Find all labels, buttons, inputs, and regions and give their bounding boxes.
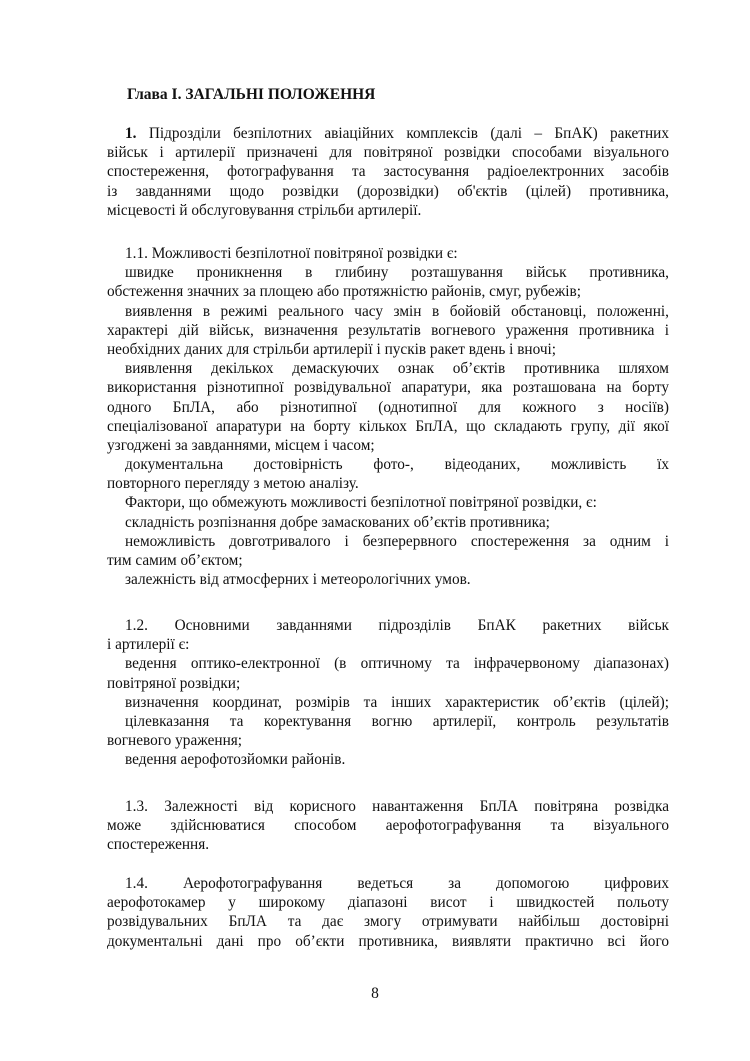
chapter-heading: Глава І. ЗАГАЛЬНІ ПОЛОЖЕННЯ <box>127 86 376 103</box>
text-line: визначення координат, розмірів та інших характеристик об’єктів (цілей); <box>125 693 669 711</box>
text-line: документальна достовірність фото-, відеоданих, можливість їх <box>125 456 669 474</box>
text-line: Фактори, що обмежують можливості безпілотної повітряної розвідки, є: <box>125 494 597 512</box>
text-line: характері дій військ, визначення результатів вогневого ураження противника і <box>107 321 669 339</box>
text-line: вогневого ураження; <box>107 732 243 750</box>
text-line: тим самим об’єктом; <box>107 552 243 569</box>
text-line: і артилерії є: <box>107 636 190 654</box>
text-line: повітряної розвідки; <box>107 674 241 692</box>
paragraph-1-2 <box>107 616 669 770</box>
text-line: військ і артилерії призначені для повітряної розвідки способами візуального <box>107 144 669 162</box>
text-line: необхідних даних для стрільби артилерії і пусків ракет вдень і вночі; <box>107 340 557 358</box>
paragraph-1 <box>107 124 669 220</box>
text-line: ведення аерофотозйомки районів. <box>125 751 346 769</box>
text-line: обстеження значних за площею або протяжністю районів, смуг, рубежів; <box>107 283 582 301</box>
page-number: 8 <box>371 985 379 1002</box>
text-line: виявлення в режимі реального часу змін в бойовій обстановці, положенні, <box>125 302 669 320</box>
text-line: повторного перегляду з метою аналізу. <box>107 475 359 493</box>
text-line: спостереження, фотографування та застосування радіоелектронних засобів <box>107 163 669 181</box>
text-line: спеціалізованої апаратури на борту кількох БпЛА, що складають групу, дії якої <box>107 417 669 435</box>
text-line: ведення оптико-електронної (в оптичному та інфрачервоному діапазонах) <box>125 655 669 673</box>
text-line: 1. Підрозділи безпілотних авіаційних комплексів (далі – БпАК) ракетних <box>125 125 669 142</box>
text-line: розвідувальних БпЛА та дає змогу отримувати найбільш достовірні <box>107 913 669 931</box>
paragraph-1-4 <box>107 874 669 951</box>
text-line: із завданнями щодо розвідки (дорозвідки) об'єктів (цілей) противника, <box>107 182 669 200</box>
text-line: одного БпЛА, або різнотипної (однотипної для кожного з носіїв) <box>107 398 669 416</box>
text-line: може здійснюватися способом аерофотографування та візуального <box>107 817 669 835</box>
text-line: цілевказання та коректування вогню артилерії, контроль результатів <box>125 712 669 730</box>
text-line: швидке проникнення в глибину розташування військ противника, <box>125 264 669 282</box>
text-line: 1.1. Можливості безпілотної повітряної розвідки є: <box>125 245 458 262</box>
text-line: спостереження. <box>107 836 210 854</box>
text-line: виявлення декількох демаскуючих ознак об’єктів противника шляхом <box>125 360 669 378</box>
text-line: узгоджені за завданнями, місцем і часом; <box>107 436 375 454</box>
text-line: використання різнотипної розвідувальної апаратури, яка розташована на борту <box>107 379 669 397</box>
text-line: залежність від атмосферних і метеорологічних умов. <box>125 571 471 589</box>
text-line: 1.4. Аерофотографування ведеться за допомогою цифрових <box>125 875 669 892</box>
paragraph-1-3 <box>107 797 669 855</box>
text-line: документальні дані про об’єкти противника, виявляти практично всі його <box>107 932 669 950</box>
text-line: місцевості й обслуговування стрільби артилерії. <box>107 201 422 219</box>
text-line: 1.2. Основними завданнями підрозділів БпАК ракетних військ <box>125 617 669 634</box>
text-line: аерофотокамер у широкому діапазоні висот і швидкостей польоту <box>107 894 669 912</box>
paragraph-1-1 <box>107 244 669 589</box>
paragraph-number: 1. <box>125 125 137 142</box>
text-line: неможливість довготривалого і безперервного спостереження за одним і <box>125 532 669 550</box>
text-line: складність розпізнання добре замаскованих об’єктів противника; <box>125 513 550 531</box>
text-line: 1.3. Залежності від корисного навантаження БпЛА повітряна розвідка <box>125 798 669 815</box>
